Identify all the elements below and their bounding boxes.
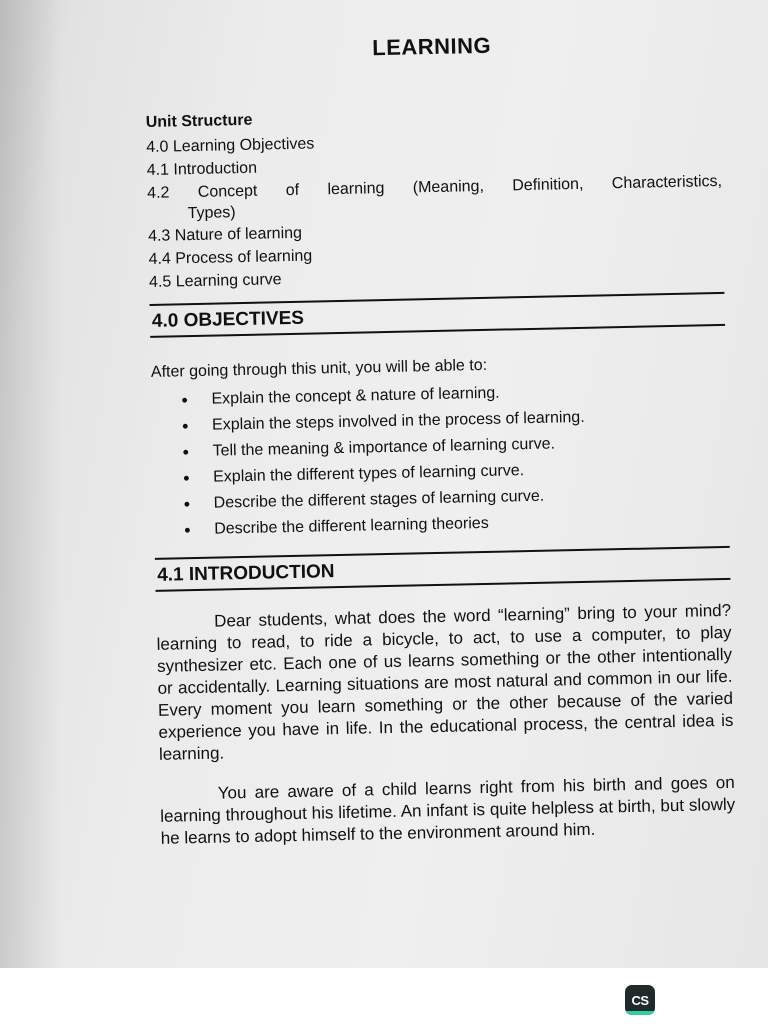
toc-item-4-2-word: learning — [327, 179, 385, 199]
objectives-list — [151, 376, 729, 544]
toc-item-4-2-word: of — [285, 181, 300, 200]
objective-item: • Describe the different stages of learning curve. — [183, 480, 728, 517]
objective-item: • Explain the concept & nature of learning. — [181, 376, 726, 413]
toc-item-4-2-word: (Meaning, — [412, 177, 485, 197]
logo-text: CS — [631, 992, 649, 1008]
introduction-paragraph-1: Dear students, what does the word “learning” bring to your mind? learning to read, to ride a bicycle, to act, to use a computer, to play synthesizer etc. Each one of us learns something or the other intentionally or accidentally. Learning situations are most natural and common in our life. Every moment you learn something or the other because of the varied experience you have in life. In the educational process, the central idea is learning. — [156, 600, 734, 764]
objective-item: • Describe the different learning theories — [184, 506, 729, 543]
toc-item-4-2-word: Definition, — [512, 175, 584, 195]
objective-item: • Explain the different types of learning curve. — [183, 454, 728, 491]
page-content — [144, 28, 736, 850]
toc-item-4-4: 4.4 Process of learning — [148, 247, 313, 268]
document-title: LEARNING — [371, 32, 492, 61]
camscanner-logo-icon — [625, 985, 655, 1015]
toc-item-4-2-word: 4.2 — [147, 184, 170, 202]
toc-item-4-2-word: Characteristics, — [611, 172, 723, 193]
objective-item: • Tell the meaning & importance of learning curve. — [182, 428, 727, 465]
toc-item-4-0: 4.0 Learning Objectives — [146, 135, 315, 156]
objective-item: • Explain the steps involved in the process of learning. — [182, 402, 727, 439]
toc-item-4-2-continued: Types) — [187, 204, 236, 223]
toc-item-4-2-word: Concept — [197, 182, 258, 201]
toc-item-4-3: 4.3 Nature of learning — [147, 224, 303, 245]
page-shadow — [0, 0, 60, 968]
objectives-heading: 4.0 OBJECTIVES — [151, 307, 305, 332]
objectives-intro: After going through this unit, you will be able to: — [150, 356, 488, 381]
toc-item-4-5: 4.5 Learning curve — [148, 271, 282, 291]
logo-accent-bar — [625, 1011, 655, 1015]
toc-item-4-1: 4.1 Introduction — [146, 159, 258, 179]
introduction-paragraph-2: You are aware of a child learns right from his birth and goes on learning throughout his lifetime. An infant is quite helpless at birth, but slowly he learns to adopt himself to the environment around him. — [160, 772, 736, 848]
introduction-heading-block — [155, 546, 731, 592]
objectives-heading-block — [150, 292, 726, 338]
introduction-heading: 4.1 INTRODUCTION — [156, 561, 335, 586]
unit-structure-heading: Unit Structure — [145, 111, 253, 131]
